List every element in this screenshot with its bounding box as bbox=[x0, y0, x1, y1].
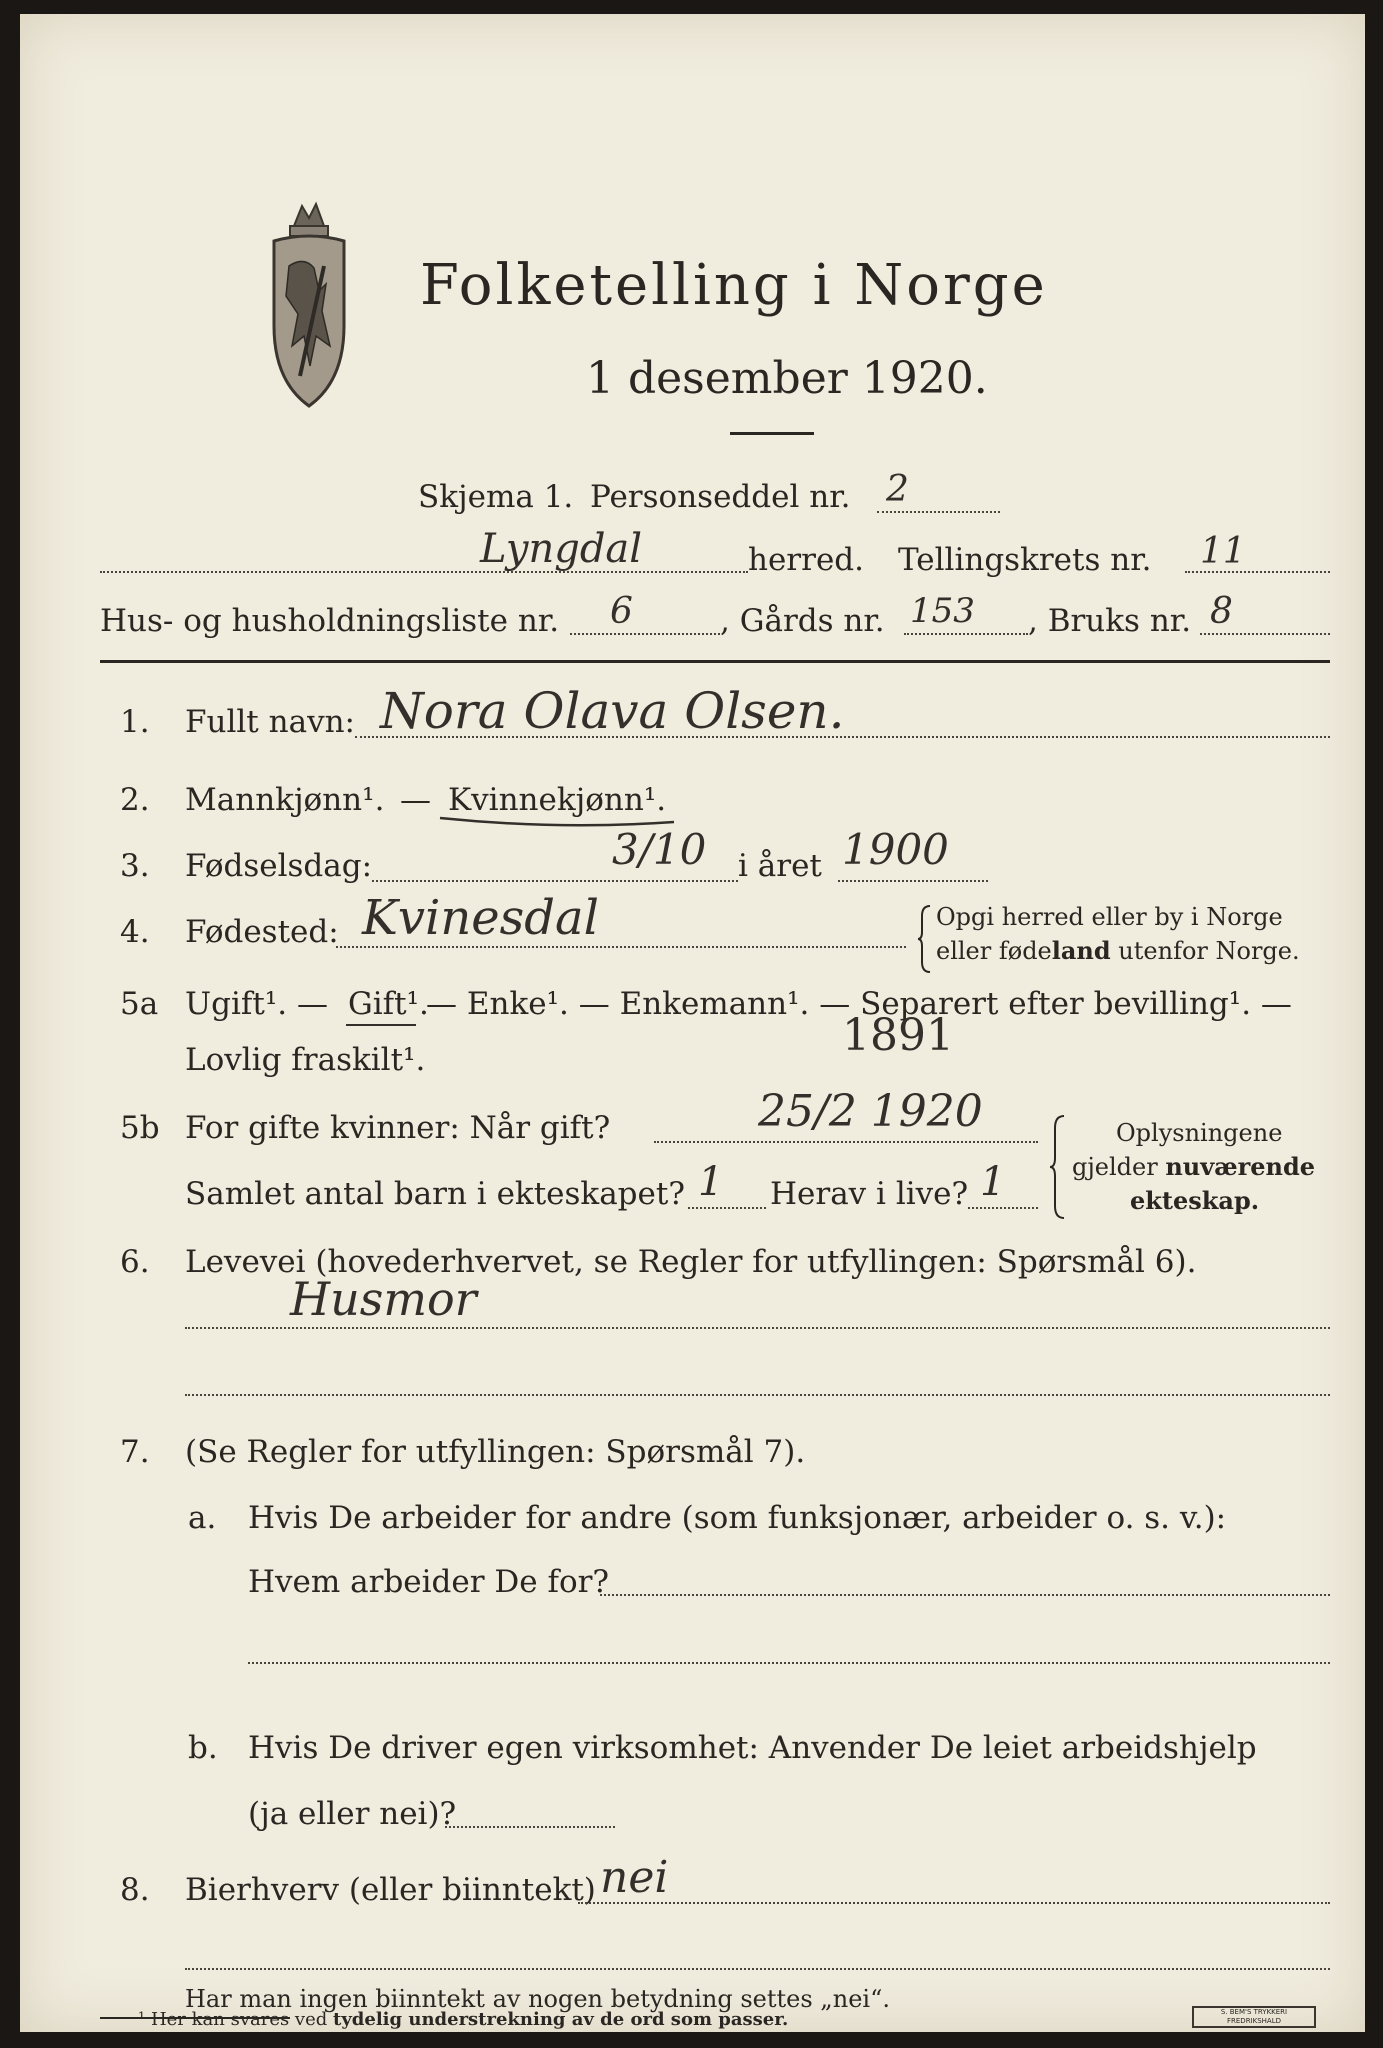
herred-line bbox=[100, 571, 748, 573]
herred-value[interactable]: Lyngdal bbox=[480, 526, 643, 572]
herred-label: herred. bbox=[748, 542, 864, 578]
q4-note-line1: Opgi herred eller by i Norge bbox=[936, 903, 1283, 931]
year-label: i året bbox=[738, 848, 822, 884]
footer-note: Har man ingen biinntekt av nogen betydning settes „nei“. bbox=[185, 1985, 890, 2013]
full-name-value[interactable]: Nora Olava Olsen. bbox=[380, 682, 845, 740]
q3-label: Fødselsdag: bbox=[185, 848, 373, 884]
q7b-letter: b. bbox=[188, 1730, 218, 1766]
q6-line2 bbox=[185, 1394, 1330, 1396]
children-line bbox=[688, 1207, 766, 1209]
gards-label: , Gårds nr. bbox=[720, 603, 885, 639]
q4-label: Fødested: bbox=[185, 914, 339, 950]
status-other-options[interactable]: — Enke¹. — Enkemann¹. — Separert efter bevilling¹. — bbox=[426, 986, 1292, 1022]
hus-value[interactable]: 6 bbox=[610, 591, 633, 632]
header-divider bbox=[100, 660, 1330, 663]
gards-value[interactable]: 153 bbox=[910, 591, 975, 631]
alive-label: Herav i live? bbox=[770, 1176, 969, 1212]
gift-underline-mark bbox=[346, 1024, 416, 1026]
personseddel-value[interactable]: 2 bbox=[886, 469, 909, 510]
hus-line bbox=[570, 633, 720, 635]
title-divider bbox=[730, 432, 814, 435]
q7a-line1[interactable] bbox=[600, 1594, 1330, 1596]
q7b-line[interactable] bbox=[445, 1826, 615, 1828]
birthday-value[interactable]: 3/10 bbox=[612, 825, 707, 874]
alive-value[interactable]: 1 bbox=[980, 1159, 1006, 1205]
sex-separator: — bbox=[400, 782, 431, 818]
q7-label: (Se Regler for utfyllingen: Spørsmål 7). bbox=[185, 1434, 806, 1470]
q1-label: Fullt navn: bbox=[185, 704, 355, 740]
q7-number: 7. bbox=[120, 1434, 150, 1470]
form-title: Folketelling i Norge bbox=[420, 253, 1048, 318]
hus-label: Hus- og husholdningsliste nr. bbox=[100, 603, 560, 639]
q4-note-line2: eller fødeland utenfor Norge. bbox=[936, 936, 1300, 965]
q8-line2 bbox=[185, 1968, 1330, 1970]
q8-label: Bierhverv (eller biinntekt) bbox=[185, 1872, 596, 1908]
q5b-label: For gifte kvinner: Når gift? bbox=[185, 1110, 611, 1146]
q5b-note-line3: ekteskap. bbox=[1130, 1186, 1260, 1215]
occupation-value[interactable]: Husmor bbox=[290, 1272, 477, 1326]
q2-number: 2. bbox=[120, 782, 150, 818]
q3-line bbox=[372, 880, 738, 882]
status-ugift-option[interactable]: Ugift¹. — bbox=[185, 986, 328, 1022]
q5b-line bbox=[654, 1141, 1038, 1143]
bruks-label: , Bruks nr. bbox=[1028, 603, 1192, 639]
q5b-number: 5b bbox=[120, 1110, 160, 1146]
printer-stamp: S. BEM'S TRYKKERI FREDRIKSHALD bbox=[1192, 2006, 1316, 2028]
q6-label: Levevei (hovederhvervet, se Regler for utfyllingen: Spørsmål 6). bbox=[185, 1244, 1197, 1280]
sex-female-option[interactable]: Kvinnekjønn¹. bbox=[448, 782, 667, 818]
q4-brace-icon bbox=[918, 904, 932, 974]
q8-line1 bbox=[578, 1902, 1330, 1904]
year-line bbox=[838, 880, 988, 882]
alive-line bbox=[968, 1207, 1038, 1209]
q5b-note-line2: gjelder nuværende bbox=[1072, 1152, 1316, 1181]
q7a-text: Hvis De arbeider for andre (som funksjonær, arbeider o. s. v.): bbox=[248, 1500, 1227, 1536]
status-fraskilt-option[interactable]: Lovlig fraskilt¹. bbox=[185, 1042, 426, 1078]
q7b-text: Hvis De driver egen virksomhet: Anvender De leiet arbeidshjelp bbox=[248, 1730, 1257, 1766]
q6-number: 6. bbox=[120, 1244, 150, 1280]
census-date: 1 desember 1920. bbox=[586, 353, 988, 404]
q5b-note-line1: Oplysningene bbox=[1116, 1119, 1283, 1147]
q7a-line2[interactable] bbox=[248, 1662, 1330, 1664]
q7b-question: (ja eller nei)? bbox=[248, 1796, 457, 1832]
q8-number: 8. bbox=[120, 1872, 150, 1908]
tellingskrets-value[interactable]: 11 bbox=[1200, 531, 1246, 572]
q1-number: 1. bbox=[120, 704, 150, 740]
personseddel-line bbox=[877, 511, 1000, 513]
q7a-question: Hvem arbeider De for? bbox=[248, 1564, 610, 1600]
q4-line bbox=[336, 946, 906, 948]
bruks-line bbox=[1200, 633, 1330, 635]
q6-line1 bbox=[185, 1327, 1330, 1329]
children-value[interactable]: 1 bbox=[698, 1159, 724, 1205]
birth-year-value[interactable]: 1900 bbox=[842, 825, 949, 874]
q4-number: 4. bbox=[120, 914, 150, 950]
status-gift-option[interactable]: Gift¹. bbox=[348, 986, 429, 1022]
marriage-date-value[interactable]: 25/2 1920 bbox=[758, 1086, 983, 1137]
tellingskrets-label: Tellingskrets nr. bbox=[898, 542, 1152, 578]
census-form-page bbox=[20, 14, 1365, 2032]
personseddel-label: Personseddel nr. bbox=[590, 479, 851, 515]
marriage-year-annotation: 1891 bbox=[842, 1010, 954, 1061]
q7a-letter: a. bbox=[188, 1500, 217, 1536]
birthplace-value[interactable]: Kvinesdal bbox=[362, 890, 599, 946]
bruks-value[interactable]: 8 bbox=[1210, 591, 1233, 632]
q5a-number: 5a bbox=[120, 986, 159, 1022]
coat-of-arms-lion-icon bbox=[264, 196, 354, 416]
q3-number: 3. bbox=[120, 848, 150, 884]
children-label: Samlet antal barn i ekteskapet? bbox=[185, 1176, 685, 1212]
skjema-label: Skjema 1. bbox=[418, 479, 574, 515]
q5b-brace-icon bbox=[1050, 1114, 1066, 1220]
footnote: ¹ Her kan svares ved tydelig understrekning av de ord som passer. bbox=[138, 2009, 789, 2030]
side-income-value[interactable]: nei bbox=[600, 1852, 669, 1903]
sex-male-option[interactable]: Mannkjønn¹. bbox=[185, 782, 385, 818]
gards-line bbox=[904, 633, 1028, 635]
